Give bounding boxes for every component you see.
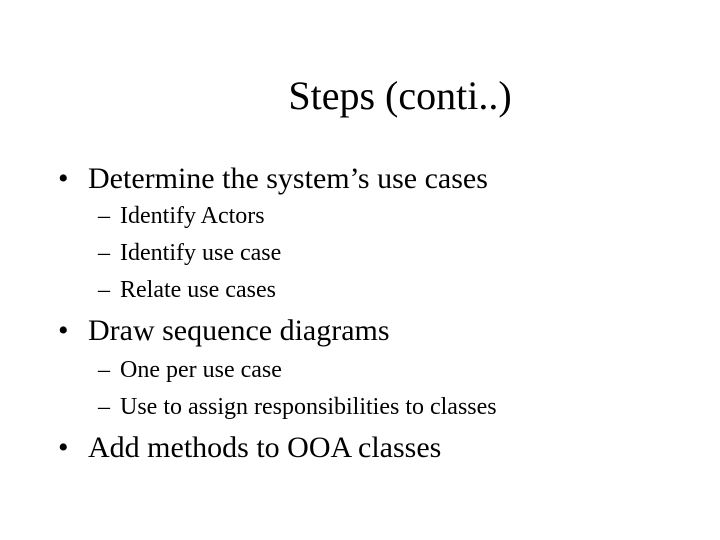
sub-marker: – bbox=[98, 394, 110, 420]
sub-text: One per use case bbox=[120, 357, 282, 383]
slide-title-text: Steps (conti..) bbox=[288, 73, 512, 118]
bullet-text: Draw sequence diagrams bbox=[88, 314, 390, 347]
bullet-text: Determine the system’s use cases bbox=[88, 162, 488, 195]
bullet-marker: • bbox=[58, 314, 69, 347]
sub-item bbox=[98, 275, 276, 305]
slide-title bbox=[0, 70, 720, 122]
sub-marker: – bbox=[98, 240, 110, 266]
sub-item bbox=[98, 355, 282, 385]
bullet-item bbox=[58, 161, 488, 197]
sub-item bbox=[98, 392, 497, 422]
sub-text: Use to assign responsibilities to classes bbox=[120, 394, 497, 420]
sub-text: Identify Actors bbox=[120, 203, 265, 229]
sub-marker: – bbox=[98, 203, 110, 229]
bullet-marker: • bbox=[58, 431, 69, 464]
bullet-marker: • bbox=[58, 162, 69, 195]
bullet-item bbox=[58, 313, 390, 349]
bullet-text: Add methods to OOA classes bbox=[88, 431, 442, 464]
bullet-item bbox=[58, 430, 441, 466]
sub-text: Identify use case bbox=[120, 240, 282, 266]
sub-marker: – bbox=[98, 357, 110, 383]
sub-text: Relate use cases bbox=[120, 277, 276, 303]
sub-marker: – bbox=[98, 277, 110, 303]
sub-item bbox=[98, 238, 281, 268]
sub-item bbox=[98, 201, 265, 231]
